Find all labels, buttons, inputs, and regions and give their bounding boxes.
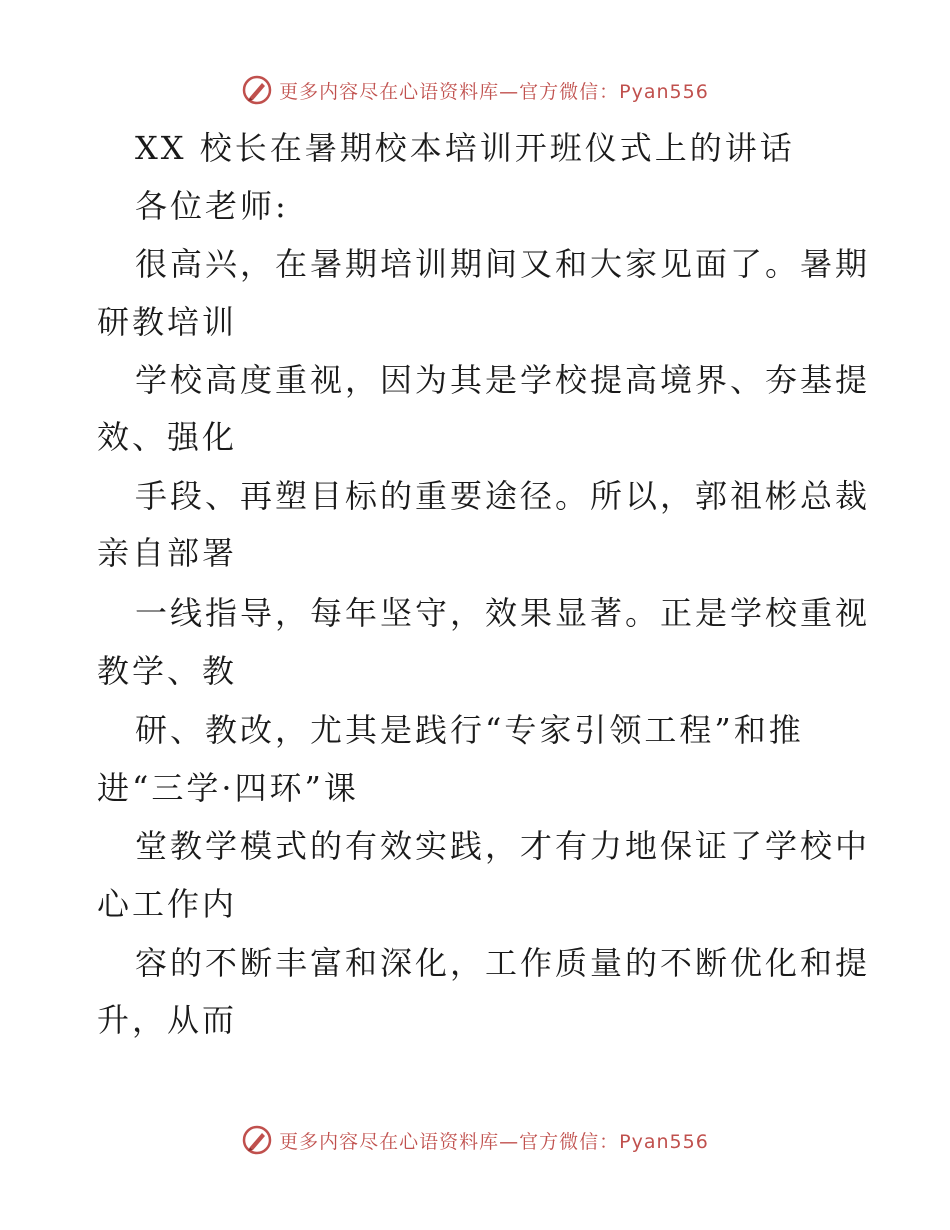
pen-logo-icon	[241, 74, 273, 106]
paragraph-line: 升，从而	[97, 1001, 238, 1039]
paragraph-line: 研教培训	[97, 303, 238, 341]
paragraph-line: 心工作内	[97, 885, 238, 923]
header-banner-text: 更多内容尽在心语资料库—官方微信：Pyan556	[279, 80, 709, 103]
footer-banner	[0, 1120, 950, 1160]
paragraph-line: 堂教学模式的有效实践，才有力地保证了学校中	[135, 827, 871, 865]
paragraph-line: 很高兴，在暑期培训期间又和大家见面了。暑期	[135, 245, 871, 283]
paragraph-line: 容的不断丰富和深化，工作质量的不断优化和提	[135, 944, 871, 982]
paragraph-line: 学校高度重视，因为其是学校提高境界、夯基提	[135, 361, 871, 399]
footer-banner-text: 更多内容尽在心语资料库—官方微信：Pyan556	[279, 1130, 709, 1153]
pen-logo-icon	[241, 1124, 273, 1156]
paragraph-line: 手段、再塑目标的重要途径。所以，郭祖彬总裁	[135, 477, 871, 515]
paragraph-line: 进“三学·四环”课	[97, 769, 359, 807]
paragraph-line: 研、教改，尤其是践行“专家引领工程”和推	[135, 711, 804, 749]
salutation: 各位老师:	[135, 187, 289, 225]
paragraph-line: 效、强化	[97, 418, 238, 456]
paragraph-line: 一线指导，每年坚守，效果显著。正是学校重视	[135, 594, 871, 632]
paragraph-line: 教学、教	[97, 652, 238, 690]
header-banner	[0, 70, 950, 110]
paragraph-line: 亲自部署	[97, 534, 238, 572]
document-title: XX 校长在暑期校本培训开班仪式上的讲话	[135, 129, 795, 167]
